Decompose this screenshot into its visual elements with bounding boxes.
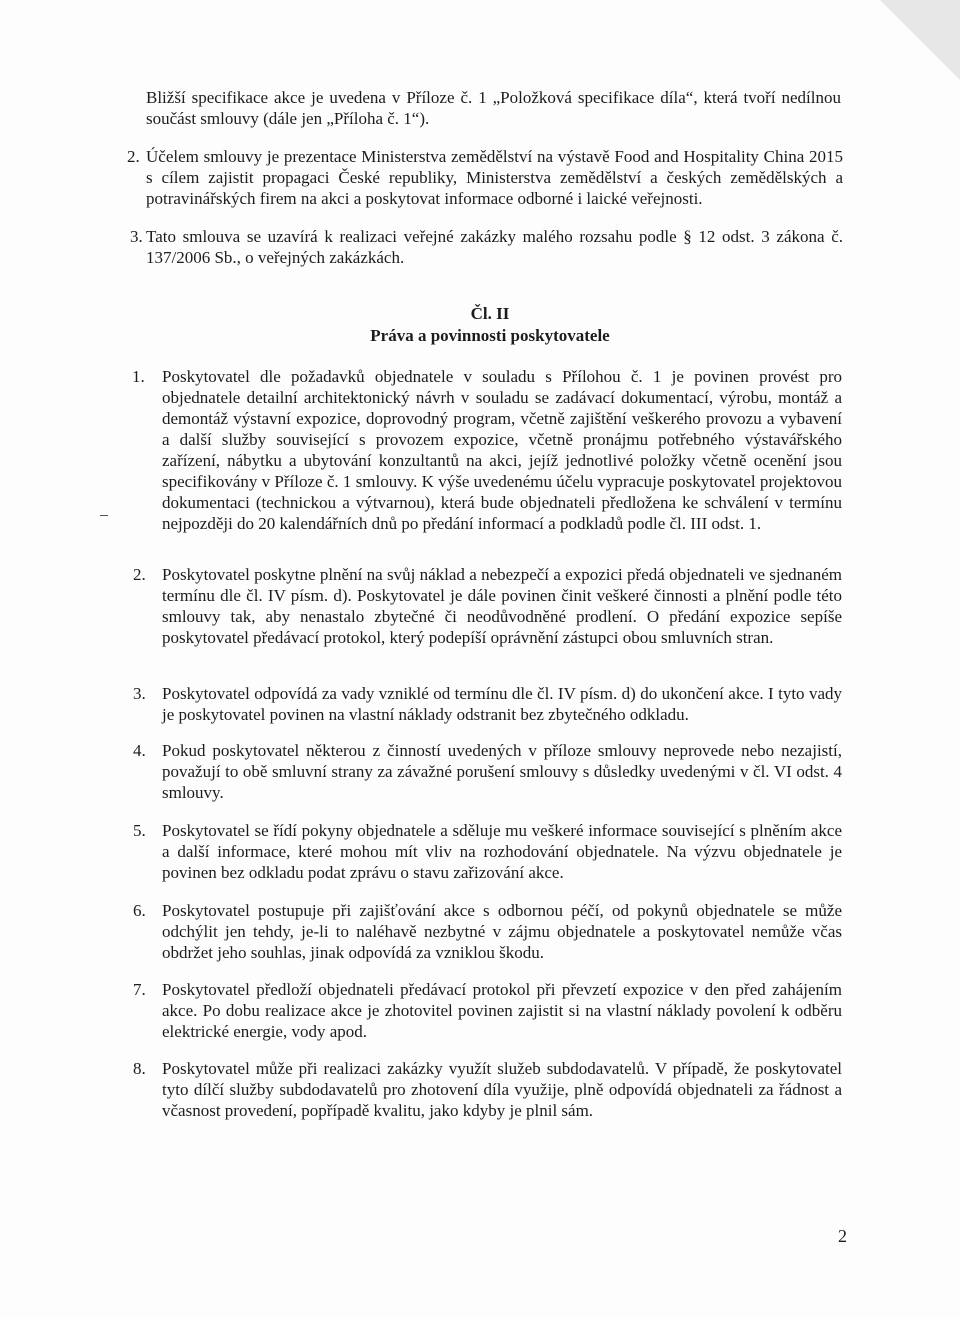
article-item-3: Poskytovatel odpovídá za vady vzniklé od termínu dle čl. IV písm. d) do ukončení akce. I tyto vady je poskytovatel povinen na vlastní náklady odstranit bez zbytečného odkladu. — [162, 684, 842, 724]
article-item-6: Poskytovatel postupuje při zajišťování akce s odbornou péčí, od pokynů objednatele se může odchýlit jen tehdy, je-li to naléhavě nezbytné v zájmu objednatele a poskytovatel nemůže včas obdržet jeho souhlas, jinak odpovídá za vzniklou škodu. — [162, 901, 842, 962]
article-item-5: Poskytovatel se řídí pokyny objednatele a sděluje mu veškeré informace související s plněním akce a další informace, které mohou mít vliv na rozhodování objednatele. Na výzvu objednatele je povinen bez odkladu podat zprávu o stavu zařizování akce. — [162, 821, 842, 882]
intro-paragraph: Bližší specifikace akce je uvedena v Příloze č. 1 „Položková specifikace díla“, která tvoří nedílnou součást smlouvy (dále jen „Příloha č. 1“). — [146, 88, 841, 128]
item-number: 8. — [133, 1059, 146, 1078]
item-number: 5. — [133, 821, 146, 840]
item-number: 7. — [133, 980, 146, 999]
article-title: Práva a povinnosti poskytovatele — [370, 326, 610, 345]
item-number: 6. — [133, 901, 146, 920]
margin-mark — [100, 515, 108, 516]
item-number: 1. — [132, 367, 145, 386]
item-number: 2. — [127, 147, 140, 166]
purpose-paragraph: Účelem smlouvy je prezentace Ministerstva zemědělství na výstavě Food and Hospitality China 2015 s cílem zajistit propagaci České republiky, Ministerstva zemědělství a českých zemědělských a potravinářských firem na akci a poskytovat informace odborné i laické veřejnosti. — [146, 147, 843, 208]
page-corner-fold — [880, 0, 960, 80]
item-number: 2. — [133, 565, 146, 584]
article-item-8: Poskytovatel může při realizaci zakázky využít služeb subdodavatelů. V případě, že poskytovatel tyto dílčí služby subdodavatelů pro zhotovení díla využije, plně odpovídá objednateli za řádnost a včasnost provedení, popřípadě kvalitu, jako kdyby je plnil sám. — [162, 1059, 842, 1120]
article-item-1: Poskytovatel dle požadavků objednatele v souladu s Přílohou č. 1 je povinen provést pro objednatele detailní architektonický návrh v souladu se zadávací dokumentací, výrobu, montáž a demontáž výstavní expozice, doprovodný program, včetně zajištění veškerého provozu a vybavení a další služby související s provozem expozice, včetně pronájmu potřebného výstavářského zařízení, nábytku a ubytování konzultantů na akci, jejíž jednotlivé položky včetně ocenění jsou specifikovány v Příloze č. 1 smlouvy. K výše uvedenému účelu vypracuje poskytovatel projektovou dokumentaci (technickou a výtvarnou), která bude objednateli předložena ke schválení v termínu nejpozději do 20 kalendářních dnů po předání informací a podkladů podle čl. III odst. 1. — [162, 367, 842, 533]
item-number: 4. — [133, 741, 146, 760]
item-number: 3. — [130, 227, 143, 246]
page-number: 2 — [838, 1226, 847, 1246]
item-number: 3. — [133, 684, 146, 703]
article-item-4: Pokud poskytovatel některou z činností uvedených v příloze smlouvy neprovede nebo nezajistí, považují to obě smluvní strany za závažné porušení smlouvy s důsledky uvedenými v čl. VI odst. 4 smlouvy. — [162, 741, 842, 802]
article-item-2: Poskytovatel poskytne plnění na svůj náklad a nebezpečí a expozici předá objednateli ve sjednaném termínu dle čl. IV písm. d). Poskytovatel je dále povinen činit veškeré činnosti a plnění podle této smlouvy tak, aby nenastalo zbytečné či neodůvodněné prodlení. O předání expozice sepíše poskytovatel předávací protokol, který podepíší oprávnění zástupci obou smluvních stran. — [162, 565, 842, 647]
article-number: Čl. II — [470, 304, 510, 323]
article-item-7: Poskytovatel předloží objednateli předávací protokol při převzetí expozice v den před zahájením akce. Po dobu realizace akce je zhotovitel povinen zajistit si na vlastní náklady povolení k odběru elektrické energie, vody apod. — [162, 980, 842, 1041]
legal-basis-paragraph: Tato smlouva se uzavírá k realizaci veřejné zakázky malého rozsahu podle § 12 odst. 3 zákona č. 137/2006 Sb., o veřejných zakázkách. — [146, 227, 843, 267]
